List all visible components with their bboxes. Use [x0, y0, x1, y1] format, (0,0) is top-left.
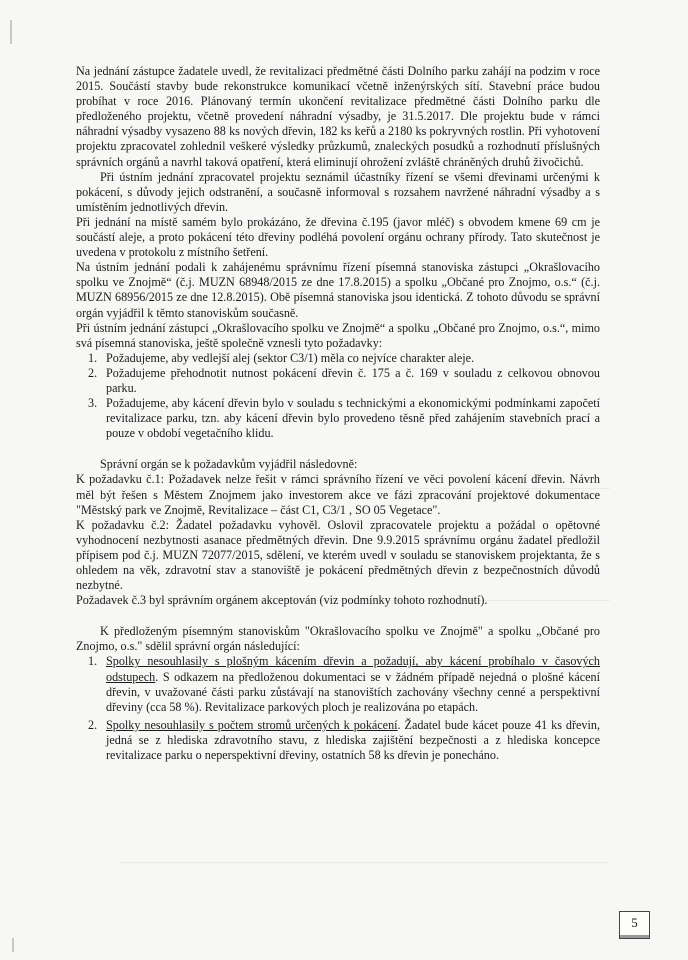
- bleed-through-line: [120, 862, 610, 863]
- list-item-number: 1.: [88, 654, 98, 669]
- list-item-number: 1.: [88, 350, 98, 365]
- paragraph-response-1: K požadavku č.1: Požadavek nelze řešit v rámci správního řízení ve věci povolení kácení dřevin. Návrh měl být řešen s Městem Znojmem jako investorem akce ve fázi zpracování projektové dokumentace "Městský park ve Znojmě, Revitalizace – část C1, C3/1 , SO 05 Vegetace".: [76, 472, 600, 517]
- list-item-text: Požadujeme, aby kácení dřevin bylo v souladu s technickými a ekonomickými podmínkami započetí revitalizace parku, tzn. aby kácení dřevin bylo provedeno těsně před zahájením stavebních prací a pouze v období vegetačního klidu.: [106, 396, 600, 441]
- scan-edge-mark: [10, 20, 12, 44]
- list-item-number: 3.: [88, 396, 98, 411]
- list-item-text: Požadujeme, aby vedlejší alej (sektor C3/1) měla co nejvíce charakter aleje.: [106, 350, 475, 365]
- list-item-number: 2.: [88, 717, 98, 732]
- paragraph-written-statements: Na ústním jednání podali k zahájenému správnímu řízení písemná stanoviska zástupci „Okrašlovacího spolku ve Znojmě“ (č.j. MUZN 68948/2015 ze dne 17.8.2015) a spolku „Občané pro Znojmo, o.s.“ (č.j. MUZN 68956/2015 ze dne 12.8.2015). Obě písemná stanoviska jsou identická. Z tohoto důvodu se správní orgán vyjádřil k těmto stanoviskům současně.: [76, 260, 600, 320]
- list-item-number: 2.: [88, 365, 98, 380]
- page-number-box: [619, 911, 650, 939]
- list-item: [76, 396, 600, 441]
- document-body: [76, 64, 600, 763]
- paragraph-statement-intro: K předloženým písemným stanoviskům "Okrašlovacího spolku ve Znojmě" a spolku „Občané pro Znojmo, o.s." sdělil správní orgán následující:: [76, 624, 600, 654]
- paragraph-tree-195: Při jednání na místě samém bylo prokázáno, že dřevina č.195 (javor mléč) s obvodem kmene 69 cm je součástí aleje, a proto pokácení této dřeviny podléhá povolení orgánu ochrany přírody. Tato skutečnost je uvedena v protokolu z místního šetření.: [76, 214, 600, 260]
- page-number: 5: [631, 915, 638, 930]
- list-item-text: . S odkazem na předloženou dokumentaci se v žádném případě nejedná o plošné kácení dřevin, v uvažované části parku zůstávají na stanovištích zachovány všechny cenné a perspektivní dřeviny (cca 58 %). Revitalizace parkových ploch je realizována po etapách.: [106, 669, 600, 714]
- list-item-underlined-text: Spolky nesouhlasily s plošným kácením dřevin a požadují, aby kácení probíhalo v časových odstupech: [106, 654, 600, 684]
- demands-list: [76, 351, 600, 442]
- statements-list: [76, 654, 600, 763]
- list-item-text: Požadujeme přehodnotit nutnost pokácení dřevin č. 175 a č. 169 v souladu z celkovou obnovou parku.: [106, 365, 600, 395]
- list-item: [76, 366, 600, 396]
- paragraph-oral-hearing: Při ústním jednání zpracovatel projektu seznámil účastníky řízení se všemi dřevinami určenými k pokácení, s důvody jejich odstranění, a současně informoval s rozsahem navržené náhradní výsadby a s umístěním jednotlivých dřevin.: [76, 169, 600, 214]
- paragraph-response-2: K požadavku č.2: Žadatel požadavku vyhověl. Oslovil zpracovatele projektu a požádal o opětovné vyhodnocení nezbytnosti asanace předmětných dřevin. Dne 9.9.2015 správnímu orgánu žadatel předložil přípisem pod č.j. MUZN 72077/2015, sdělení, ve kterém uvedl v souladu se stanoviskem projektanta, že s ohledem na věk, zdravotní stav a stanoviště je pokácení předmětných dřevin z bezpečnostních důvodů nezbytné.: [76, 517, 600, 593]
- paragraph-response-intro: Správní orgán se k požadavkům vyjádřil následovně:: [100, 457, 358, 472]
- list-item-underlined-text: Spolky nesouhlasily s počtem stromů určených k pokácení: [106, 717, 398, 732]
- list-item-text: . Žadatel bude kácet pouze 41 ks dřevin, jedná se z hlediska zdravotního stavu, z hlediska zajištění bezpečnosti a z hlediska koncepce revitalizace parku o neperspektivní dřeviny, ostatních 58 ks dřevin je ponecháno.: [106, 717, 600, 763]
- scan-edge-mark: [12, 938, 14, 952]
- list-item: [76, 351, 600, 366]
- paragraph-demands-intro: Při ústním jednání zástupci „Okrašlovacího spolku ve Znojmě“ a spolku „Občané pro Znojmo, o.s.“, mimo svá písemná stanoviska, ještě společně vznesli tyto požadavky:: [76, 320, 600, 350]
- list-item: [76, 718, 600, 763]
- paragraph-response-3: Požadavek č.3 byl správním orgánem akceptován (viz podmínky tohoto rozhodnutí).: [76, 593, 488, 608]
- list-item: [76, 654, 600, 714]
- paragraph-project-schedule: Na jednání zástupce žadatele uvedl, že revitalizaci předmětné části Dolního parku zahájí na podzim v roce 2015. Součástí stavby bude rekonstrukce komunikací včetně inženýrských sítí. Stavební práce budou probíhat v roce 2016. Plánovaný termín ukončení revitalizace předmětné části Dolního parku dle předloženého projektu, včetně provedení náhradní výsadby, je 31.5.2017. Dle projektu bude v rámci náhradní výsadby vysazeno 88 ks nových dřevin, 182 ks keřů a 2180 ks pokryvných rostlin. Při vyhotovení projektu zpracovatel zohlednil veškeré výsledky průzkumů, znaleckých posudků a rozhodnutí příslušných správních orgánů a navrhl taková opatření, která eliminují ohrožení zvláště chráněných druhů živočichů.: [76, 64, 600, 169]
